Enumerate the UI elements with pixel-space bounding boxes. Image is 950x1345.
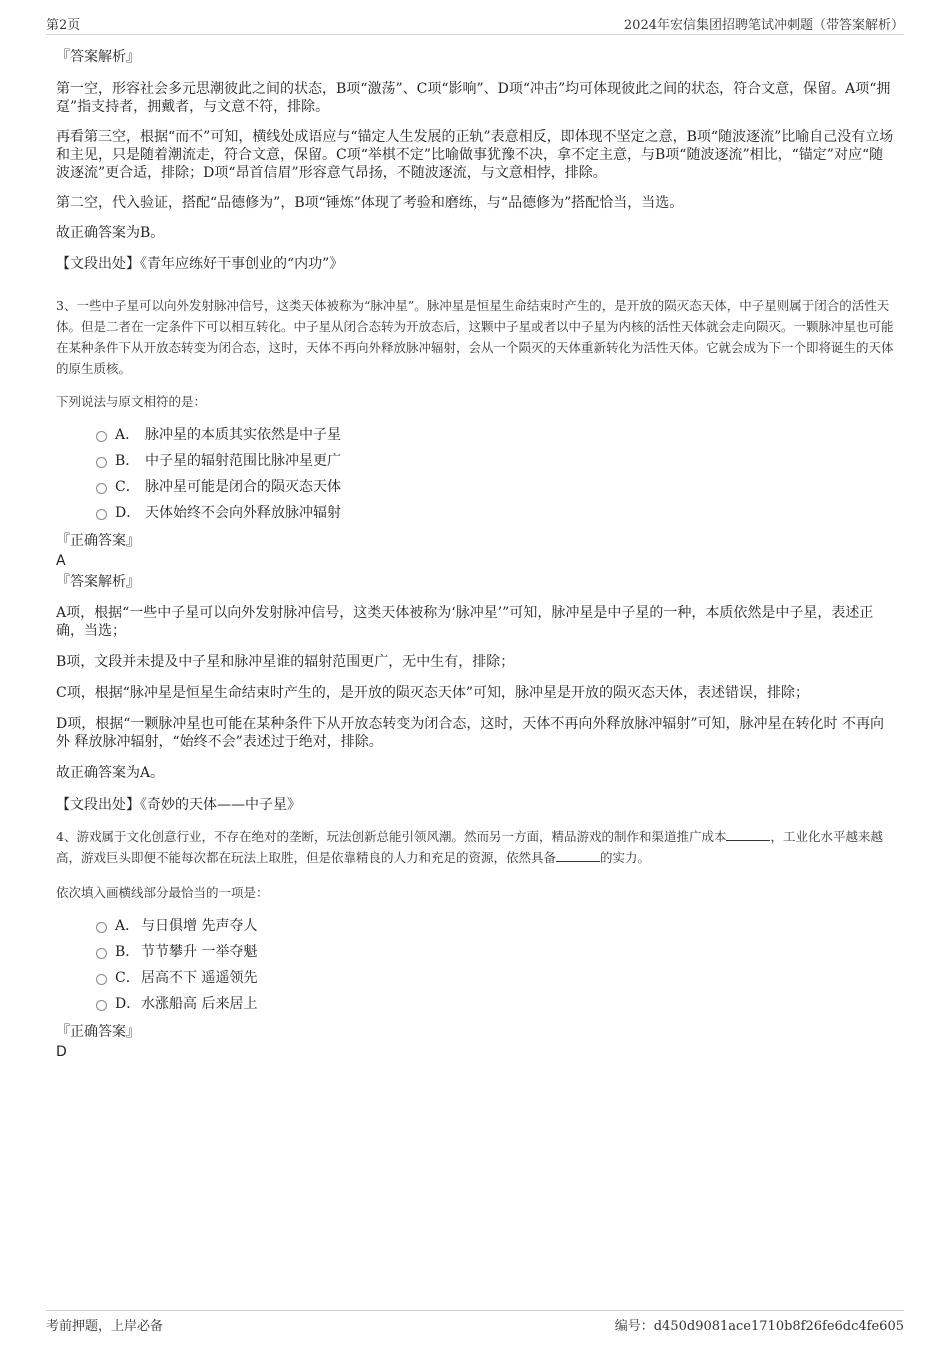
q3-analysis-d: D项，根据“一颗脉冲星也可能在某种条件下从开放态转变为闭合态，这时，天体不再向外释放脉冲辐射”可知，脉冲星在转化时 不再向外 释放脉冲辐射，“始终不会”表述过于绝对，排除。 bbox=[56, 716, 884, 750]
q2-analysis-p4: 故正确答案为B。 bbox=[56, 225, 165, 241]
radio-icon[interactable] bbox=[96, 1000, 107, 1011]
q3-answer: A bbox=[56, 553, 66, 569]
q3-prompt: 下列说法与原文相符的是： bbox=[56, 394, 207, 409]
page-footer bbox=[46, 1310, 904, 1333]
q4-option-b[interactable]: B． 节节攀升 一举夺魁 bbox=[56, 939, 894, 965]
q4-prompt: 依次填入画横线部分最恰当的一项是： bbox=[56, 885, 269, 900]
page-content bbox=[56, 48, 894, 1061]
q4-answer-tag: 『正确答案』 bbox=[56, 1024, 140, 1040]
radio-icon[interactable] bbox=[96, 974, 107, 985]
q3-option-d[interactable]: D． 天体始终不会向外释放脉冲辐射 bbox=[56, 500, 894, 526]
radio-icon[interactable] bbox=[96, 483, 107, 494]
q4-options bbox=[56, 913, 894, 1017]
q3-analysis-b: B项，文段并未提及中子星和脉冲星谁的辐射范围更广，无中生有，排除； bbox=[56, 654, 515, 670]
radio-icon[interactable] bbox=[96, 457, 107, 468]
q4-option-a[interactable]: A． 与日俱增 先声夺人 bbox=[56, 913, 894, 939]
q4-option-d[interactable]: D．水涨船高 后来居上 bbox=[56, 991, 894, 1017]
q3-analysis-c: C项，根据“脉冲星是恒星生命结束时产生的，是开放的陨灭态天体”可知，脉冲星是开放的陨灭态天体，表述错误，排除； bbox=[56, 685, 810, 701]
q3-source: 【文段出处】《奇妙的天体——中子星》 bbox=[56, 797, 301, 813]
page-header bbox=[46, 14, 904, 35]
q3-option-b[interactable]: B． 中子星的辐射范围比脉冲星更广 bbox=[56, 448, 894, 474]
document-id: 编号：d450d9081ace1710b8f26fe6dc4fe605 bbox=[614, 1319, 904, 1334]
radio-icon[interactable] bbox=[96, 948, 107, 959]
q2-source: 【文段出处】《青年应练好干事创业的“内功”》 bbox=[56, 256, 344, 272]
q2-analysis-p2: 再看第三空，根据“而不”可知，横线处成语应与“锚定人生发展的正轨”表意相反，即体现不坚定之意，B项“随波逐流”比喻自己没有立场和主见，只是随着潮流走，符合文意，保留。C项“举棋不定”比喻做事犹豫不决，拿不定主意，与B项“随波逐流”相比，“锚定”对应“随波逐流”更合适，排除；D项“昂首信眉”形容意气昂扬，不随波逐流，与文意相悖，排除。 bbox=[56, 129, 894, 181]
q3-analysis-conclusion: 故正确答案为A。 bbox=[56, 765, 165, 781]
document-title: 2024年宏信集团招聘笔试冲刺题（带答案解析） bbox=[623, 18, 904, 33]
page-number: 第2页 bbox=[46, 18, 81, 33]
q4-stem: 4、游戏属于文化创意行业，不存在绝对的垄断，玩法创新总能引领风潮。然而另一方面，精品游戏的制作和渠道推广成本 ，工业化水平越来越高，游戏巨头即便不能每次都在玩法上取胜，但是依靠精良的人力和充足的资源，依然具备 的实力。 bbox=[56, 829, 883, 865]
radio-icon[interactable] bbox=[96, 431, 107, 442]
blank-line bbox=[726, 828, 770, 841]
footer-slogan: 考前押题，上岸必备 bbox=[46, 1319, 164, 1334]
blank-line bbox=[556, 849, 600, 862]
q2-analysis-p1: 第一空，形容社会多元思潮彼此之间的状态，B项“激荡”、C项“影响”、D项“冲击”均可体现彼此之间的状态，符合文意，保留。A项“拥趸”指支持者，拥戴者，与文意不符，排除。 bbox=[56, 81, 891, 115]
q3-answer-tag: 『正确答案』 bbox=[56, 533, 140, 549]
radio-icon[interactable] bbox=[96, 922, 107, 933]
q4-option-c[interactable]: C．居高不下 遥遥领先 bbox=[56, 965, 894, 991]
q2-analysis-tag: 『答案解析』 bbox=[56, 49, 140, 65]
q2-analysis-p3: 第二空，代入验证，搭配“品德修为”，B项“锤炼”体现了考验和磨练，与“品德修为”搭配恰当，当选。 bbox=[56, 195, 684, 211]
q3-analysis-tag: 『答案解析』 bbox=[56, 574, 140, 590]
radio-icon[interactable] bbox=[96, 509, 107, 520]
q3-option-c[interactable]: C． 脉冲星可能是闭合的陨灭态天体 bbox=[56, 474, 894, 500]
q4-answer: D bbox=[56, 1044, 67, 1060]
q3-options bbox=[56, 422, 894, 526]
q3-stem: 3、一些中子星可以向外发射脉冲信号，这类天体被称为“脉冲星”。脉冲星是恒星生命结束时产生的，是开放的陨灭态天体，中子星则属于闭合的活性天体。但是二者在一定条件下可以相互转化。中子星从闭合态转为开放态后，这颗中子星或者以中子星为内核的活性天体就会走向陨灭。一颗脉冲星也可能在某种条件下从开放态转变为闭合态，这时，天体不再向外释放脉冲辐射，会从一个陨灭的天体重新转化为活性天体。它就会成为下一个即将诞生的天体的原生质核。 bbox=[56, 298, 894, 376]
q3-option-a[interactable]: A． 脉冲星的本质其实依然是中子星 bbox=[56, 422, 894, 448]
q3-analysis-a: A项，根据“一些中子星可以向外发射脉冲信号，这类天体被称为‘脉冲星’”可知，脉冲星是中子星的一种，本质依然是中子星，表述正确，当选； bbox=[56, 605, 874, 639]
